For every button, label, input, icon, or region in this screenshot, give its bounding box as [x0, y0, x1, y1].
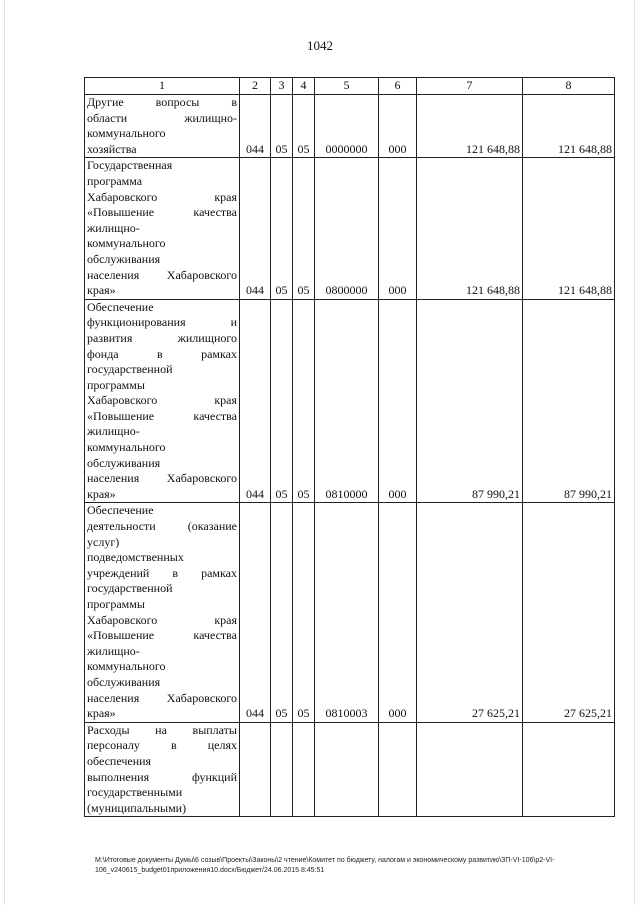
row-name-line: фонда в рамках [87, 346, 237, 361]
row-name-line: населения Хабаровского [87, 471, 237, 486]
row-name-line: услуг) [87, 534, 120, 549]
amount-cell: 87 990,21 [417, 299, 523, 503]
table-row [85, 722, 615, 817]
code-cell: 000 [379, 158, 417, 299]
row-name-line: коммунального [87, 126, 166, 141]
row-name-line: края» [87, 283, 116, 298]
row-name-cell [85, 299, 240, 503]
page-number: 1042 [307, 38, 333, 53]
row-name-line: жилищно- [87, 643, 140, 658]
code-cell: 05 [271, 95, 293, 158]
row-name-line: «Повышение качества [87, 628, 237, 643]
column-header: 2 [240, 78, 271, 95]
footer-line: М:\Итоговые документы Думы\6 созыв\Проекты\Законы\2 чтение\Комитет по бюджету, налогам и экономическому развитию\ЗП-VI-106\р2-VI- [95, 857, 555, 864]
row-name-line: коммунального [87, 440, 166, 455]
row-name-line: выполнения функций [87, 769, 237, 784]
row-name-line: Обеспечение [87, 299, 154, 314]
table-row [85, 95, 615, 158]
row-name-line: Другие вопросы в [87, 95, 237, 109]
row-name-line: Обеспечение [87, 503, 154, 518]
row-name-line: учреждений в рамках [87, 565, 237, 580]
column-header: 4 [293, 78, 315, 95]
row-name-line: (муниципальными) [87, 800, 187, 815]
code-cell: 05 [293, 299, 315, 503]
amount-cell: 121 648,88 [523, 95, 615, 158]
row-name-line: обслуживания [87, 455, 161, 470]
column-header: 1 [85, 78, 240, 95]
row-name-line: государственной [87, 581, 173, 596]
row-name-line: «Повышение качества [87, 408, 237, 423]
budget-table [84, 77, 615, 817]
code-cell: 000 [379, 299, 417, 503]
code-cell: 0810003 [315, 503, 379, 722]
row-name-line: Хабаровского края [87, 393, 237, 408]
row-name-line: обслуживания [87, 674, 161, 689]
file-path-footer [95, 856, 615, 876]
row-name-line: хозяйства [87, 141, 137, 156]
column-header: 5 [315, 78, 379, 95]
row-name-line: развития жилищного [87, 330, 237, 345]
row-name-line: программа [87, 173, 143, 188]
column-header: 6 [379, 78, 417, 95]
amount-cell [417, 722, 523, 817]
amount-cell: 121 648,88 [523, 158, 615, 299]
row-name-line: края» [87, 486, 116, 501]
code-cell: 05 [271, 158, 293, 299]
table-header-row [85, 78, 615, 95]
row-name-line: функционирования и [87, 315, 237, 330]
row-name-line: государственными [87, 785, 183, 800]
code-cell [271, 722, 293, 817]
code-cell: 0810000 [315, 299, 379, 503]
amount-cell: 121 648,88 [417, 95, 523, 158]
table-row [85, 503, 615, 722]
row-name-line: коммунального [87, 659, 166, 674]
row-name-line: «Повышение качества [87, 205, 237, 220]
code-cell: 044 [240, 158, 271, 299]
code-cell: 044 [240, 299, 271, 503]
row-name-line: края» [87, 706, 116, 721]
code-cell: 0000000 [315, 95, 379, 158]
code-cell: 05 [293, 95, 315, 158]
row-name-line: государственной [87, 362, 173, 377]
row-name-line: населения Хабаровского [87, 267, 237, 282]
code-cell: 0800000 [315, 158, 379, 299]
table-row [85, 158, 615, 299]
code-cell [379, 722, 417, 817]
row-name-line: персоналу в целях [87, 738, 237, 753]
row-name-cell [85, 503, 240, 722]
row-name-line: Хабаровского края [87, 612, 237, 627]
column-header: 7 [417, 78, 523, 95]
code-cell [315, 722, 379, 817]
row-name-line: жилищно- [87, 220, 140, 235]
row-name-cell [85, 722, 240, 817]
column-header: 8 [523, 78, 615, 95]
row-name-line: обслуживания [87, 251, 161, 266]
code-cell: 05 [293, 503, 315, 722]
row-name-line: деятельности (оказание [87, 519, 237, 534]
scan-edge-right [634, 0, 635, 905]
amount-cell [523, 722, 615, 817]
row-name-line: Расходы на выплаты [87, 722, 237, 737]
code-cell [293, 722, 315, 817]
row-name-line: населения Хабаровского [87, 690, 237, 705]
row-name-cell [85, 158, 240, 299]
row-name-line: области жилищно- [87, 110, 237, 125]
code-cell: 000 [379, 95, 417, 158]
row-name-line: жилищно- [87, 424, 140, 439]
row-name-line: Государственная [87, 158, 173, 173]
row-name-line: подведомственных [87, 550, 184, 565]
row-name-line: коммунального [87, 236, 166, 251]
footer-line: 106_v240615_budget01приложения10.docx/Бюджет/24.06.2015 8:45:51 [95, 867, 325, 874]
column-header: 3 [271, 78, 293, 95]
code-cell: 05 [293, 158, 315, 299]
row-name-line: программы [87, 597, 145, 611]
code-cell: 05 [271, 503, 293, 722]
code-cell: 044 [240, 95, 271, 158]
row-name-cell [85, 95, 240, 158]
amount-cell: 121 648,88 [417, 158, 523, 299]
code-cell [240, 722, 271, 817]
amount-cell: 87 990,21 [523, 299, 615, 503]
code-cell: 05 [271, 299, 293, 503]
table-row [85, 299, 615, 503]
code-cell: 000 [379, 503, 417, 722]
row-name-line: программы [87, 377, 145, 392]
amount-cell: 27 625,21 [523, 503, 615, 722]
code-cell: 044 [240, 503, 271, 722]
amount-cell: 27 625,21 [417, 503, 523, 722]
row-name-line: Хабаровского края [87, 189, 237, 204]
row-name-line: обеспечения [87, 753, 152, 768]
scan-edge-left [4, 0, 5, 905]
